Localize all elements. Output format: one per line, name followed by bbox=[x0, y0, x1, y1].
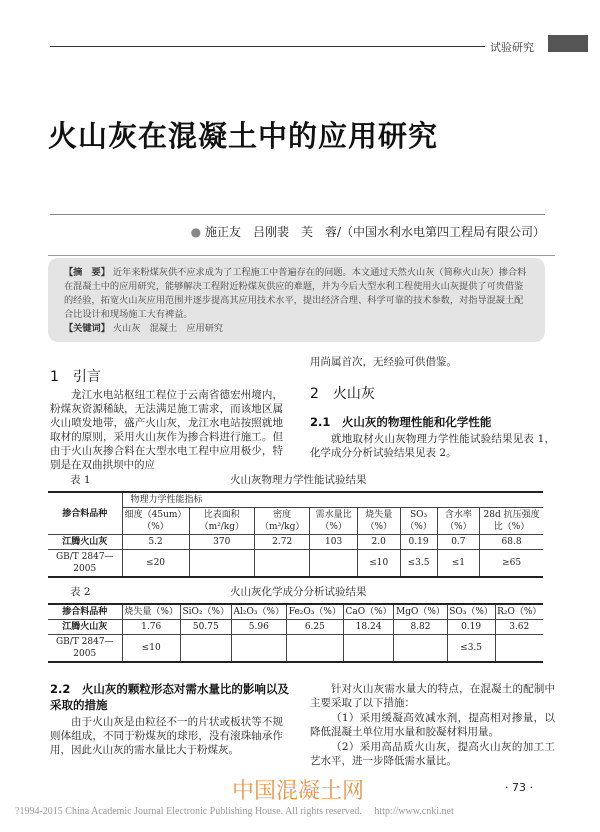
watermark: 中国混凝土网 bbox=[232, 779, 365, 804]
table-cell: 1.76 bbox=[122, 620, 180, 635]
header-rule bbox=[50, 46, 485, 47]
table-cell bbox=[495, 635, 543, 663]
article-title: 火山灰在混凝土中的应用研究 bbox=[48, 119, 439, 153]
table-row bbox=[48, 550, 543, 578]
group-header: 物理力学性能指标 bbox=[122, 492, 543, 508]
table-cell: ≤10 bbox=[357, 550, 400, 578]
table-cell bbox=[343, 635, 393, 663]
section-2-1-heading: 2.1 火山灰的物理性能和化学性能 bbox=[310, 415, 492, 429]
table-1 bbox=[48, 491, 543, 578]
table-cell: 6.25 bbox=[286, 620, 343, 635]
table-2-caption bbox=[48, 586, 543, 599]
column-header: SO₃（%） bbox=[400, 508, 437, 535]
table-cell: ≤1 bbox=[437, 550, 480, 578]
table-cell bbox=[286, 635, 343, 663]
table-cell bbox=[310, 550, 358, 578]
table-cell: 5.2 bbox=[122, 535, 189, 550]
table-cell: 3.62 bbox=[495, 620, 543, 635]
table-cell bbox=[254, 550, 309, 578]
table-cell: ≥65 bbox=[480, 550, 543, 578]
column-header: R₂O（%） bbox=[495, 604, 543, 620]
table-cell: ≤3.5 bbox=[400, 550, 437, 578]
column-header: SO₃（%） bbox=[447, 604, 495, 620]
table-cell: ≤3.5 bbox=[447, 635, 495, 663]
table-cell: 50.75 bbox=[180, 620, 231, 635]
table-cell: 0.19 bbox=[400, 535, 437, 550]
table-cell bbox=[189, 550, 254, 578]
section-1-para-cont: 用尚属首次，无经验可供借鉴。 bbox=[310, 356, 457, 368]
row-header: 掺合料品种 bbox=[48, 492, 122, 535]
abstract-label: 【摘 要】 bbox=[64, 267, 110, 278]
table-cell: 68.8 bbox=[480, 535, 543, 550]
bullet-icon: ● bbox=[190, 225, 205, 239]
section-2-1-para: 就地取材火山灰物理力学性能试验结果见表 1，化学成分分析试验结果见表 2。 bbox=[310, 433, 555, 459]
keywords-label: 【关键词】 bbox=[64, 323, 110, 334]
column-header: 含水率（%） bbox=[437, 508, 480, 535]
table-cell: 370 bbox=[189, 535, 254, 550]
table-cell: 0.7 bbox=[437, 535, 480, 550]
column-header: 细度（45um）（%） bbox=[122, 508, 189, 535]
table-row bbox=[48, 635, 543, 663]
column-header: 需水量比（%） bbox=[310, 508, 358, 535]
table-cell: 2.72 bbox=[254, 535, 309, 550]
table-cell: ≤10 bbox=[122, 635, 180, 663]
table-cell: 5.96 bbox=[231, 620, 286, 635]
column-header: 烧失量（%） bbox=[122, 604, 180, 620]
measure-2: （2）采用高品质火山灰，提高火山灰的加工工艺水平，进一步降低需水量比。 bbox=[310, 741, 555, 767]
column-header: Fe₂O₃（%） bbox=[286, 604, 343, 620]
table-cell: 0.19 bbox=[447, 620, 495, 635]
header-row bbox=[48, 604, 543, 620]
tables-block bbox=[48, 474, 543, 663]
table-cell: 2.0 bbox=[357, 535, 400, 550]
header-decor-block bbox=[548, 35, 588, 52]
table-cell: 8.82 bbox=[394, 620, 447, 635]
column-header: MgO（%） bbox=[394, 604, 447, 620]
table-2-label: 表 2 bbox=[70, 586, 91, 598]
section-1-para: 龙江水电站枢纽工程位于云南省德宏州境内，粉煤灰资源稀缺，无法满足施工需求，而该地区属火山喷发地带，盛产火山灰，龙江水电站按照就地取材的原则，采用火山灰作为掺合料进行施工。但由于火山灰掺合料在大型水电工程中应用极少，特别是在双曲拱坝中的应 bbox=[50, 389, 283, 471]
table-cell: 103 bbox=[310, 535, 358, 550]
table-1-caption bbox=[48, 474, 543, 487]
table-row bbox=[48, 620, 543, 635]
divider bbox=[50, 214, 545, 215]
header-row bbox=[48, 508, 543, 535]
row-name: 江腾火山灰 bbox=[48, 620, 122, 635]
table-cell bbox=[180, 635, 231, 663]
column-header: CaO（%） bbox=[343, 604, 393, 620]
keywords: 火山灰 混凝土 应用研究 bbox=[112, 323, 224, 334]
column-header: 比表面积（m²/kg） bbox=[189, 508, 254, 535]
table-row bbox=[48, 535, 543, 550]
column-header: SiO₂（%） bbox=[180, 604, 231, 620]
table-cell: 18.24 bbox=[343, 620, 393, 635]
column-header: 28d 抗压强度比（%） bbox=[480, 508, 543, 535]
abstract-text: 近年来粉煤灰供不应求成为了工程施工中普遍存在的问题。本文通过天然火山灰（简称火山灰）掺合料在混凝土中的应用研究，能够解决工程附近粉煤灰供应的难题，并为今后大型水利工程使用火山灰提供了可贵借鉴的经验，拓宽火山灰应用范围并逐步提高其应用技术水平，提出经济合理、科学可靠的技术参数，对指导混凝土配合比设计和现场施工大有裨益。 bbox=[64, 267, 527, 320]
divider bbox=[48, 255, 555, 256]
section-1-heading: 1 引言 bbox=[50, 369, 101, 385]
table-cell: ≤20 bbox=[122, 550, 189, 578]
table-cell bbox=[231, 635, 286, 663]
row-header: 掺合料品种 bbox=[48, 604, 122, 620]
column-header: 密度（m³/kg） bbox=[254, 508, 309, 535]
copyright: ?1994-2015 China Academic Journal Electronic Publishing House. All rights reserved. http://www.cnki.net bbox=[15, 806, 454, 817]
abstract-box bbox=[48, 258, 545, 342]
table-1-label: 表 1 bbox=[70, 474, 91, 486]
section-2-2-para: 由于火山灰是由粒径不一的片状或板状等不规则体组成，不同于粉煤灰的球形，没有滚珠轴承作用，因此火山灰的需水量比大于粉煤灰。 bbox=[50, 716, 283, 756]
table-2-title: 火山灰化学成分分析试验结果 bbox=[230, 586, 367, 598]
measures-intro: 针对火山灰需水量大的特点，在混凝土的配制中主要采取了以下措施： bbox=[310, 683, 555, 709]
page-number: · 73 · bbox=[505, 781, 533, 794]
section-2-heading: 2 火山灰 bbox=[310, 386, 375, 402]
row-name: GB/T 2847—2005 bbox=[48, 550, 122, 578]
table-cell bbox=[394, 635, 447, 663]
column-header: Al₂O₃（%） bbox=[231, 604, 286, 620]
table-2 bbox=[48, 603, 543, 663]
row-name: GB/T 2847—2005 bbox=[48, 635, 122, 663]
section-label: 试验研究 bbox=[490, 41, 534, 54]
section-2-2-heading: 2.2 火山灰的颗粒形态对需水量比的影响以及采取的措施 bbox=[50, 682, 289, 712]
column-header: 烧失量（%） bbox=[357, 508, 400, 535]
measure-1: （1）采用缓凝高效减水剂，提高相对掺量，以降低混凝土单位用水量和胶凝材料用量。 bbox=[310, 712, 555, 738]
row-name: 江腾火山灰 bbox=[48, 535, 122, 550]
table-1-title: 火山灰物理力学性能试验结果 bbox=[230, 474, 367, 486]
byline: ● 施正友 吕刚裴 芙 蓉/（中国水利水电第四工程局有限公司） bbox=[190, 225, 545, 239]
